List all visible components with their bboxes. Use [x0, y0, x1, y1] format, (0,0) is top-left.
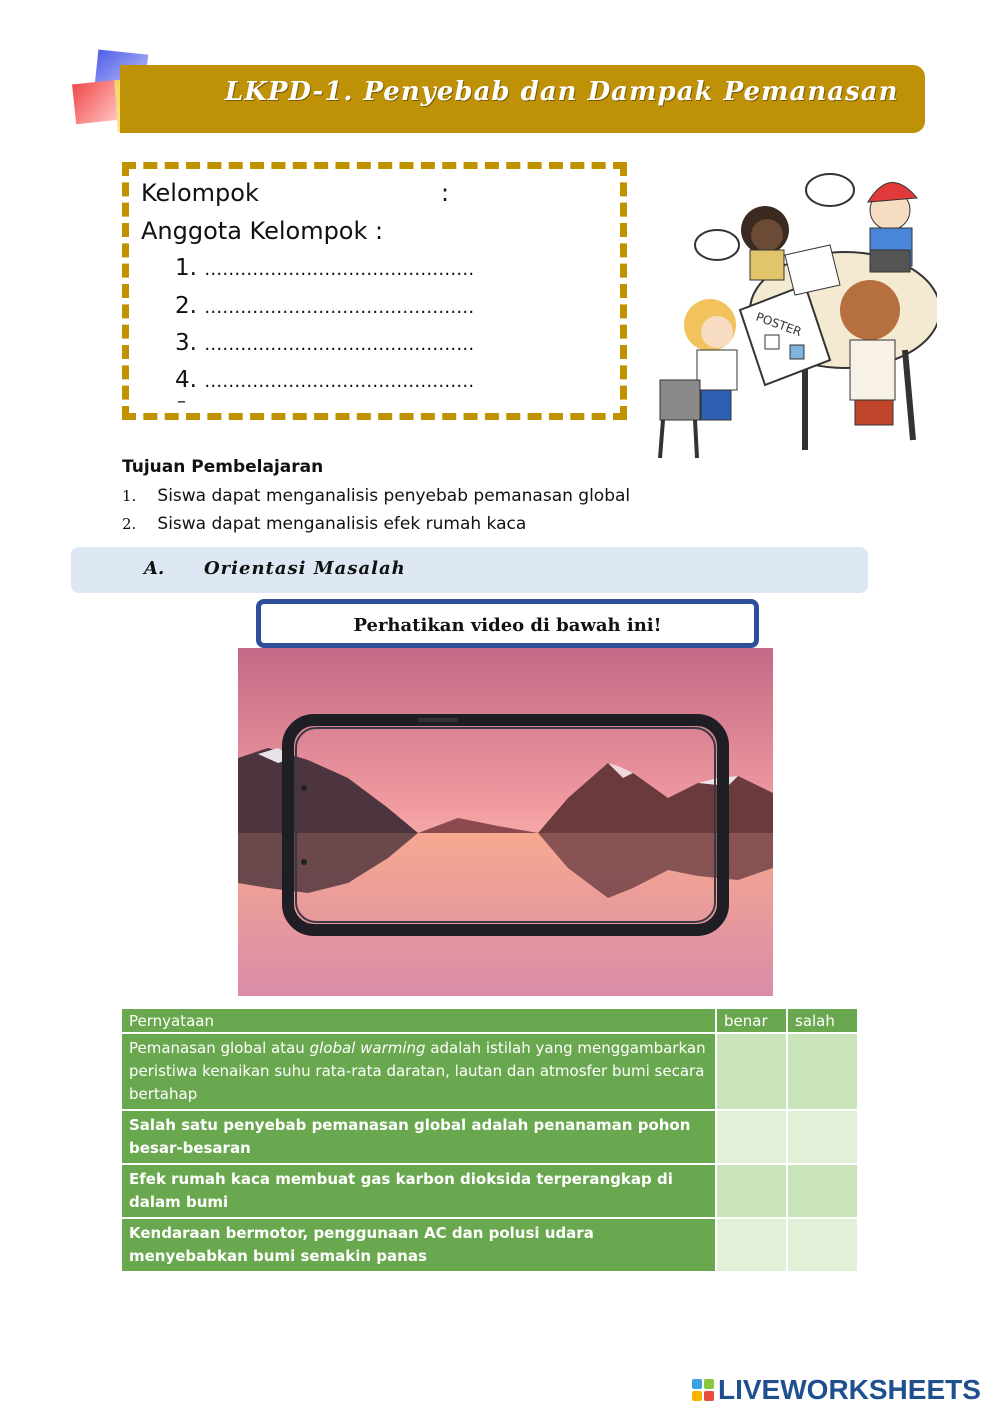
salah-checkbox-4[interactable]	[788, 1217, 859, 1271]
member-dots: ………………………………………	[204, 297, 475, 318]
group-info-box	[122, 162, 627, 420]
member-row-2[interactable]	[175, 293, 474, 319]
section-a-header	[71, 547, 868, 593]
title-banner	[120, 65, 925, 133]
table-row	[122, 1032, 859, 1109]
table-row	[122, 1109, 859, 1163]
video-thumbnail[interactable]	[238, 648, 773, 996]
member-number: 1.	[175, 255, 197, 281]
objective-item-2	[122, 514, 526, 534]
objective-text: Siswa dapat menganalisis efek rumah kaca	[157, 514, 527, 534]
table-row	[122, 1217, 859, 1271]
header-benar: benar	[717, 1009, 788, 1032]
objective-item-1	[122, 486, 630, 506]
table-header-row	[122, 1009, 859, 1032]
statement-text-part: Pemanasan global atau	[129, 1039, 310, 1057]
statement-table	[122, 1009, 859, 1271]
page-title: LKPD-1. Penyebab dan Dampak Pemanasan	[225, 77, 899, 107]
objective-number: 1.	[122, 487, 137, 505]
member-number: 3.	[175, 330, 197, 356]
section-letter: A.	[144, 558, 165, 579]
header-salah: salah	[788, 1009, 859, 1032]
benar-checkbox-3[interactable]	[717, 1163, 788, 1217]
salah-checkbox-2[interactable]	[788, 1109, 859, 1163]
member-dots: ………………………………………	[204, 259, 475, 280]
member-number: 2.	[175, 293, 197, 319]
anggota-label: Anggota Kelompok :	[141, 217, 384, 245]
salah-checkbox-3[interactable]	[788, 1163, 859, 1217]
objective-number: 2.	[122, 515, 137, 533]
benar-checkbox-1[interactable]	[717, 1032, 788, 1109]
statement-cell: Salah satu penyebab pemanasan global adalah penanaman pohon besar-besaran	[122, 1109, 717, 1163]
benar-checkbox-4[interactable]	[717, 1217, 788, 1271]
objectives-heading: Tujuan Pembelajaran	[122, 457, 324, 477]
section-title: Orientasi Masalah	[204, 558, 406, 579]
trailing-mark: –	[177, 391, 186, 412]
objective-text: Siswa dapat menganalisis penyebab pemanasan global	[157, 486, 631, 506]
instruction-box	[256, 599, 759, 648]
benar-checkbox-2[interactable]	[717, 1109, 788, 1163]
kelompok-label: Kelompok	[141, 179, 259, 207]
brand-text: LIVEWORKSHEETS	[718, 1374, 981, 1405]
liveworksheets-logo-icon	[692, 1379, 714, 1401]
salah-checkbox-1[interactable]	[788, 1032, 859, 1109]
member-dots: ………………………………………	[204, 371, 475, 392]
member-number: 4.	[175, 367, 197, 393]
statement-text-part: adalah istilah yang menggambarkan peristiwa kenaikan suhu rata-rata daratan, lautan dan atmosfer bumi secara bertahap	[129, 1039, 706, 1103]
statement-italic-term: global warming	[309, 1039, 426, 1057]
table-row	[122, 1163, 859, 1217]
statement-cell	[122, 1032, 717, 1109]
member-dots: ………………………………………	[204, 334, 475, 355]
member-row-3[interactable]	[175, 330, 474, 356]
students-making-poster-illustration	[655, 160, 937, 460]
liveworksheets-brand[interactable]	[692, 1374, 981, 1406]
poster-text: POSTER	[753, 309, 804, 340]
statement-cell: Efek rumah kaca membuat gas karbon dioksida terperangkap di dalam bumi	[122, 1163, 717, 1217]
statement-cell: Kendaraan bermotor, penggunaan AC dan polusi udara menyebabkan bumi semakin panas	[122, 1217, 717, 1271]
member-row-4[interactable]	[175, 367, 474, 393]
member-row-1[interactable]	[175, 255, 474, 281]
instruction-text: Perhatikan video di bawah ini!	[353, 615, 662, 636]
kelompok-colon: :	[441, 179, 450, 207]
header-statement: Pernyataan	[122, 1009, 717, 1032]
